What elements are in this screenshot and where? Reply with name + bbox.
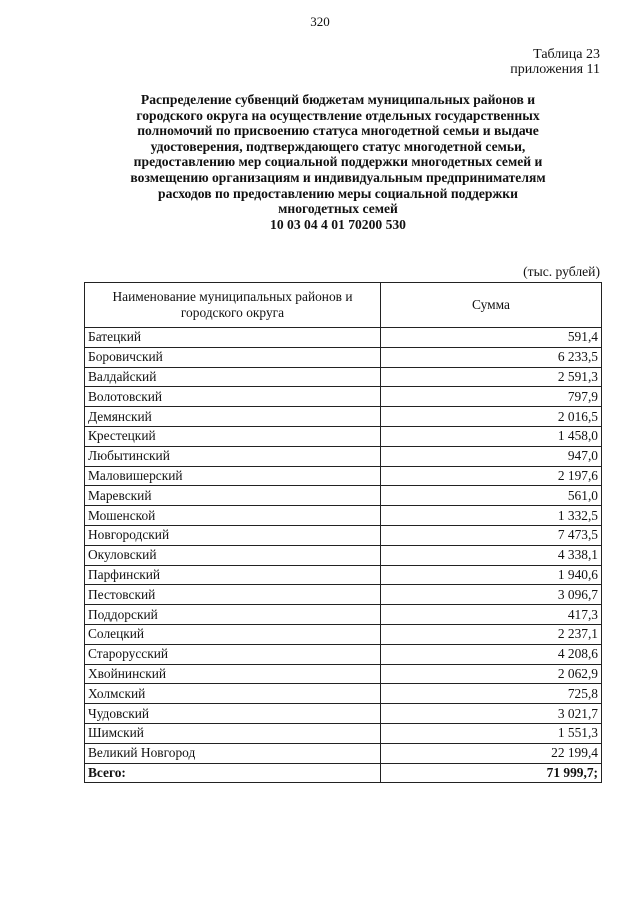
table-reference-line-1: Таблица 23 xyxy=(533,47,600,62)
district-name: Шимский xyxy=(85,723,381,743)
district-name: Батецкий xyxy=(85,328,381,348)
title-line: многодетных семей xyxy=(278,201,398,217)
district-name: Солецкий xyxy=(85,624,381,644)
district-name: Пестовский xyxy=(85,585,381,605)
title-line: расходов по предоставлению меры социальной поддержки xyxy=(158,185,518,201)
district-sum: 4 338,1 xyxy=(381,545,602,565)
district-name: Маловишерский xyxy=(85,466,381,486)
table-row xyxy=(85,407,602,427)
district-name: Старорусский xyxy=(85,644,381,664)
district-name: Великий Новгород xyxy=(85,743,381,763)
district-name: Мошенской xyxy=(85,506,381,526)
district-sum: 2 016,5 xyxy=(381,407,602,427)
district-name: Окуловский xyxy=(85,545,381,565)
district-sum: 4 208,6 xyxy=(381,644,602,664)
table-row xyxy=(85,605,602,625)
district-sum: 1 940,6 xyxy=(381,565,602,585)
table-row xyxy=(85,684,602,704)
header-sum: Сумма xyxy=(381,283,602,328)
title-line: городского округа на осуществление отдельных государственных xyxy=(136,107,540,123)
district-name: Новгородский xyxy=(85,525,381,545)
total-label: Всего: xyxy=(85,763,381,783)
units-label: (тыс. рублей) xyxy=(523,264,600,279)
district-sum: 947,0 xyxy=(381,446,602,466)
district-sum: 417,3 xyxy=(381,605,602,625)
table-row xyxy=(85,644,602,664)
header-name: Наименование муниципальных районов и городского округа xyxy=(85,283,381,328)
district-sum: 2 197,6 xyxy=(381,466,602,486)
district-sum: 7 473,5 xyxy=(381,525,602,545)
table-row xyxy=(85,506,602,526)
district-sum: 6 233,5 xyxy=(381,347,602,367)
district-sum: 561,0 xyxy=(381,486,602,506)
district-sum: 797,9 xyxy=(381,387,602,407)
district-name: Чудовский xyxy=(85,704,381,724)
table-row xyxy=(85,446,602,466)
title-line: полномочий по присвоению статуса многодетной семьи и выдаче xyxy=(137,123,539,139)
district-sum: 1 458,0 xyxy=(381,426,602,446)
district-sum: 2 062,9 xyxy=(381,664,602,684)
table-row xyxy=(85,466,602,486)
table-row xyxy=(85,347,602,367)
district-sum: 2 591,3 xyxy=(381,367,602,387)
table-row xyxy=(85,486,602,506)
page-number: 320 xyxy=(310,14,330,29)
table-row xyxy=(85,545,602,565)
table-row xyxy=(85,387,602,407)
table-row xyxy=(85,565,602,585)
district-sum: 1 551,3 xyxy=(381,723,602,743)
district-name: Крестецкий xyxy=(85,426,381,446)
title-line: предоставлению мер социальной поддержки многодетных семей и xyxy=(133,154,543,170)
table-row xyxy=(85,664,602,684)
table-row xyxy=(85,585,602,605)
total-row xyxy=(85,763,602,783)
table-row xyxy=(85,328,602,348)
table-row xyxy=(85,743,602,763)
subvention-table xyxy=(84,282,602,783)
district-sum: 725,8 xyxy=(381,684,602,704)
district-name: Парфинский xyxy=(85,565,381,585)
district-name: Холмский xyxy=(85,684,381,704)
table-body xyxy=(85,328,602,783)
district-name: Волотовский xyxy=(85,387,381,407)
table-row xyxy=(85,723,602,743)
table-reference xyxy=(510,47,600,77)
table-header-row xyxy=(85,283,602,328)
district-sum: 3 096,7 xyxy=(381,585,602,605)
district-sum: 3 021,7 xyxy=(381,704,602,724)
table-row xyxy=(85,367,602,387)
total-sum: 71 999,7; xyxy=(381,763,602,783)
document-title xyxy=(108,92,568,232)
title-line: Распределение субвенций бюджетам муниципальных районов и xyxy=(140,92,536,107)
title-line: удостоверения, подтверждающего статус многодетной семьи, xyxy=(150,138,526,154)
district-sum: 22 199,4 xyxy=(381,743,602,763)
district-name: Любытинский xyxy=(85,446,381,466)
district-sum: 2 237,1 xyxy=(381,624,602,644)
district-sum: 591,4 xyxy=(381,328,602,348)
district-name: Хвойнинский xyxy=(85,664,381,684)
title-line: 10 03 04 4 01 70200 530 xyxy=(270,216,406,232)
district-name: Поддорский xyxy=(85,605,381,625)
district-name: Боровичский xyxy=(85,347,381,367)
title-line: возмещению организациям и индивидуальным предпринимателям xyxy=(130,169,546,185)
table-row xyxy=(85,624,602,644)
district-name: Маревский xyxy=(85,486,381,506)
table-row xyxy=(85,704,602,724)
table-row xyxy=(85,525,602,545)
district-name: Валдайский xyxy=(85,367,381,387)
district-sum: 1 332,5 xyxy=(381,506,602,526)
table-row xyxy=(85,426,602,446)
table-reference-line-2: приложения 11 xyxy=(510,62,600,77)
district-name: Демянский xyxy=(85,407,381,427)
